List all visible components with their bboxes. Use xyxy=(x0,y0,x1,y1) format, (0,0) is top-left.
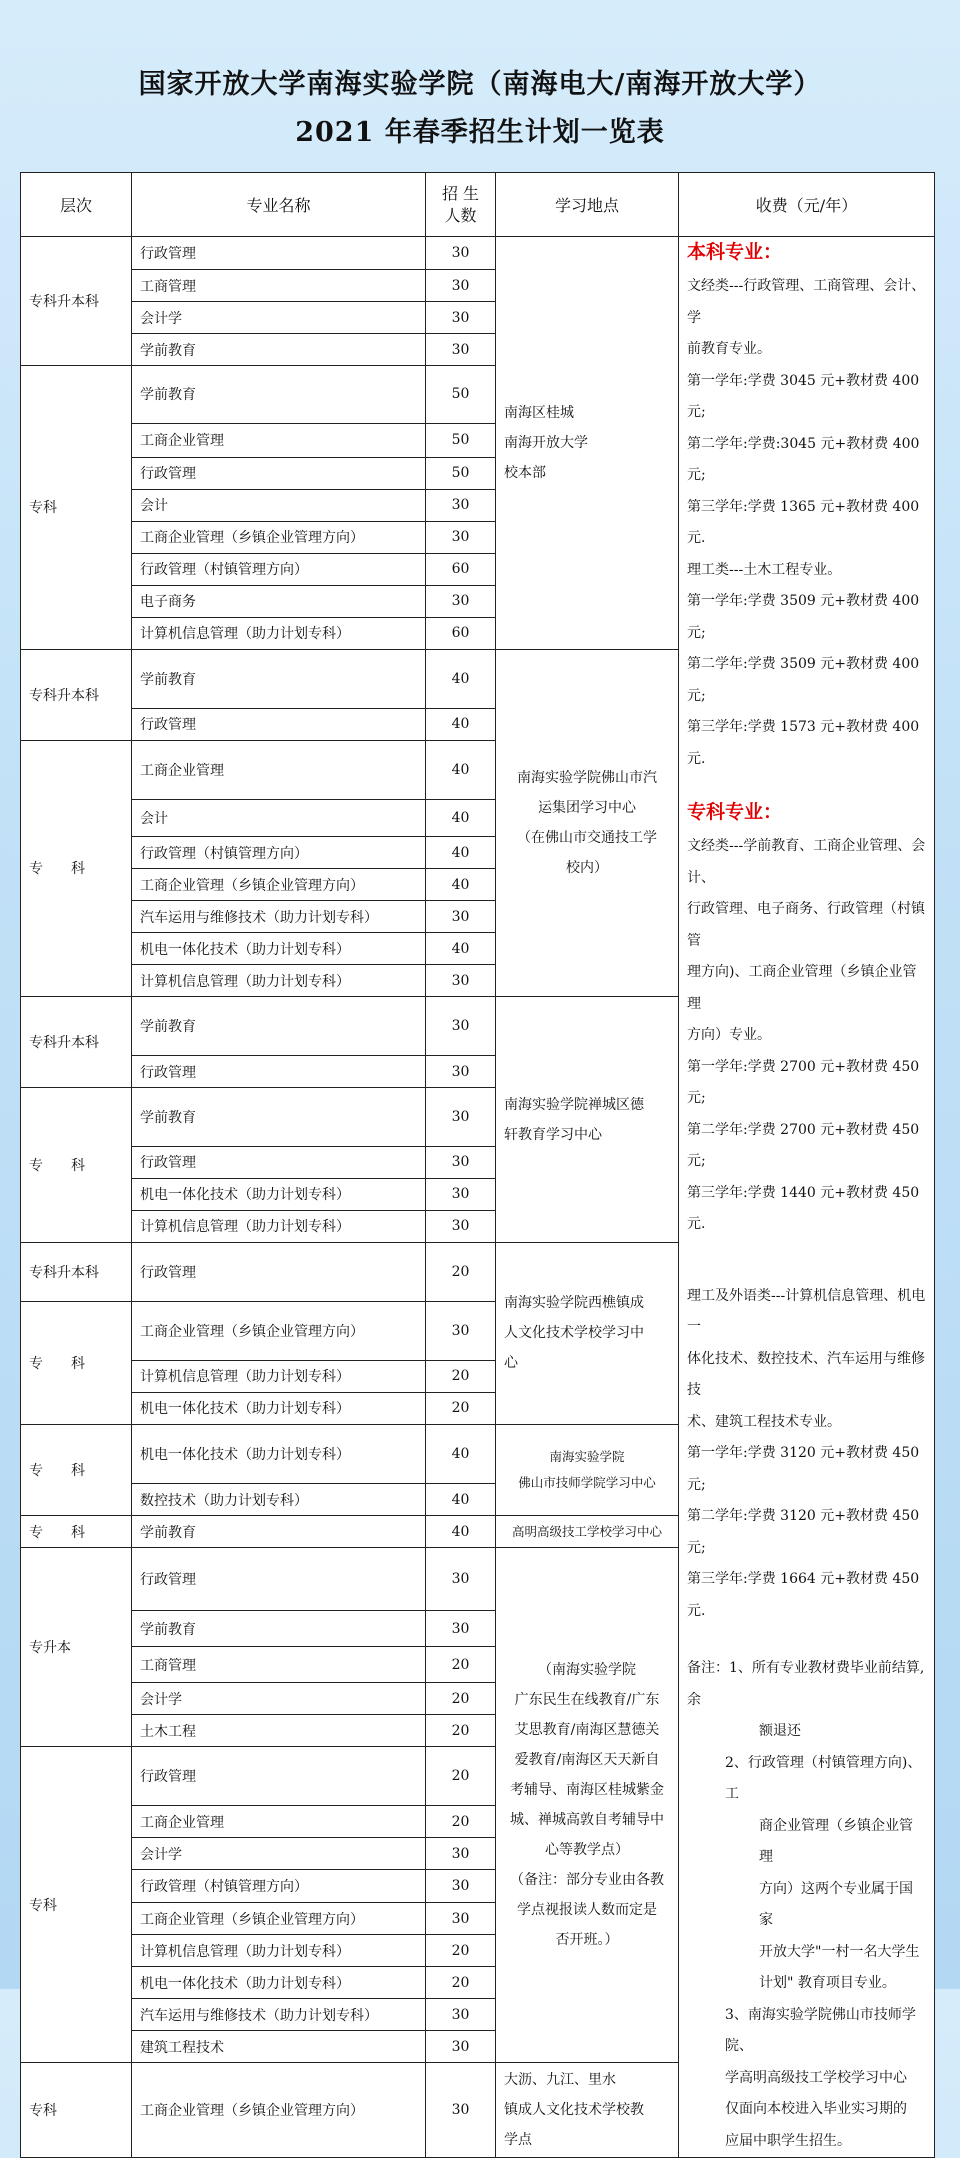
location-line: 大沥、九江、里水 xyxy=(504,2072,616,2088)
count-cell: 30 xyxy=(426,901,496,933)
level-cell: 专科升本科 xyxy=(21,649,132,740)
location-cell xyxy=(496,1424,679,1516)
location-line: 心等教学点） xyxy=(545,1842,629,1859)
location-line: 南海实验学院禅城区德 xyxy=(504,1096,644,1113)
location-line: 学点视报读人数而定是 xyxy=(517,1902,657,1919)
major-cell: 学前教育 xyxy=(132,366,426,424)
count-cell: 30 xyxy=(426,1088,496,1147)
major-cell: 学前教育 xyxy=(132,649,426,708)
count-cell: 20 xyxy=(426,1647,496,1683)
location-cell xyxy=(496,1516,679,1548)
location-cell xyxy=(496,237,679,650)
header-count: 招 生 人数 xyxy=(426,173,496,237)
count-cell: 50 xyxy=(426,366,496,424)
page-title-line1: 国家开放大学南海实验学院（南海电大/南海开放大学） xyxy=(138,69,822,100)
location-line: 南海开放大学 xyxy=(504,434,588,451)
page-title-line2: 2021 年春季招生计划一览表 xyxy=(295,117,665,148)
major-cell: 行政管理 xyxy=(132,1146,426,1178)
major-cell: 机电一体化技术（助力计划专科） xyxy=(132,1967,426,1999)
level-cell: 专科 xyxy=(21,1747,132,2063)
count-cell: 30 xyxy=(426,1838,496,1870)
major-cell: 计算机信息管理（助力计划专科） xyxy=(132,1360,426,1392)
count-cell: 30 xyxy=(426,2063,496,2158)
count-cell: 30 xyxy=(426,270,496,302)
level-cell: 专 科 xyxy=(21,1088,132,1243)
major-cell: 工商企业管理（乡镇企业管理方向） xyxy=(132,1903,426,1935)
count-cell: 30 xyxy=(426,1999,496,2031)
major-cell: 工商管理 xyxy=(132,1647,426,1683)
major-cell: 行政管理 xyxy=(132,1548,426,1611)
major-cell: 机电一体化技术（助力计划专科） xyxy=(132,933,426,965)
fee-note-line: 商企业管理（乡镇企业管理 xyxy=(759,1817,913,1865)
level-cell: 专科升本科 xyxy=(21,237,132,366)
major-cell: 计算机信息管理（助力计划专科） xyxy=(132,1210,426,1242)
major-cell: 电子商务 xyxy=(132,585,426,617)
major-cell: 汽车运用与维修技术（助力计划专科） xyxy=(132,1999,426,2031)
location-cell xyxy=(496,649,679,997)
major-cell: 学前教育 xyxy=(132,1516,426,1548)
fee-cell xyxy=(679,237,935,2158)
level-cell: 专科 xyxy=(21,366,132,650)
level-cell: 专升本 xyxy=(21,1548,132,1747)
location-line: 运集团学习中心 xyxy=(538,800,636,817)
location-cell xyxy=(496,997,679,1243)
count-cell: 40 xyxy=(426,740,496,800)
count-cell: 20 xyxy=(426,1360,496,1392)
count-cell: 40 xyxy=(426,837,496,869)
location-line: 爱教育/南海区天天新自 xyxy=(514,1752,660,1769)
table-header-row xyxy=(21,173,935,237)
fee-note-line: 开放大学"一村一名大学生 xyxy=(759,1943,920,1960)
major-cell: 会计 xyxy=(132,800,426,837)
location-line: 南海区桂城 xyxy=(504,404,574,421)
location-line: 高明高级技工学校学习中心 xyxy=(511,1523,662,1539)
count-cell: 30 xyxy=(426,237,496,270)
location-line: 否开班。） xyxy=(555,1932,619,1949)
count-cell: 30 xyxy=(426,1178,496,1210)
major-cell: 行政管理（村镇管理方向） xyxy=(132,837,426,869)
major-cell: 计算机信息管理（助力计划专科） xyxy=(132,617,426,649)
location-line: 镇成人文化技术学校教 xyxy=(504,2102,644,2118)
level-cell: 专 科 xyxy=(21,1424,132,1516)
fee-line: 第三学年:学费 1664 元+教材费 450 元. xyxy=(687,1571,920,1619)
location-line: 轩教育学习中心 xyxy=(504,1126,602,1143)
fee-line: 前教育专业。 xyxy=(687,341,771,357)
location-cell xyxy=(496,1242,679,1424)
fee-line: 文经类---行政管理、工商管理、会计、学 xyxy=(687,278,926,326)
header-level: 层次 xyxy=(21,173,132,237)
fee-note-line: 额退还 xyxy=(759,1723,801,1739)
count-cell: 30 xyxy=(426,1548,496,1611)
location-line: （在佛山市交通技工学 xyxy=(517,830,657,847)
count-cell: 20 xyxy=(426,1967,496,1999)
fee-line: 理工及外语类---计算机信息管理、机电一 xyxy=(687,1287,926,1335)
major-cell: 学前教育 xyxy=(132,334,426,366)
location-line: 南海实验学院 xyxy=(549,1448,625,1464)
fee-note-line: 应届中职学生招生。 xyxy=(725,2132,851,2149)
count-cell: 30 xyxy=(426,1611,496,1647)
fee-note-line: 仅面向本校进入毕业实习期的 xyxy=(725,2101,907,2117)
fee-line: 术、建筑工程技术专业。 xyxy=(687,1413,841,1430)
major-cell: 汽车运用与维修技术（助力计划专科） xyxy=(132,901,426,933)
major-cell: 行政管理（村镇管理方向） xyxy=(132,553,426,585)
level-cell: 专科 xyxy=(21,2063,132,2158)
count-cell: 30 xyxy=(426,585,496,617)
count-cell: 60 xyxy=(426,553,496,585)
major-cell: 行政管理 xyxy=(132,457,426,489)
major-cell: 行政管理 xyxy=(132,708,426,740)
fee-line: 理工类---土木工程专业。 xyxy=(687,561,842,578)
major-cell: 学前教育 xyxy=(132,1088,426,1147)
major-cell: 工商企业管理（乡镇企业管理方向） xyxy=(132,2063,426,2158)
count-cell: 20 xyxy=(426,1806,496,1838)
fee-line: 第一学年:学费 3120 元+教材费 450 元; xyxy=(687,1445,920,1493)
header-major: 专业名称 xyxy=(132,173,426,237)
count-cell: 20 xyxy=(426,1747,496,1806)
count-cell: 30 xyxy=(426,2031,496,2063)
fee-line: 第二学年:学费:3045 元+教材费 400 元; xyxy=(687,435,920,483)
location-line: 佛山市技师学院学习中心 xyxy=(518,1474,656,1490)
location-line: 考辅导、南海区桂城紫金 xyxy=(510,1782,664,1799)
level-cell: 专 科 xyxy=(21,1516,132,1548)
fee-line: 第一学年:学费 3045 元+教材费 400 元; xyxy=(687,372,920,420)
count-cell: 20 xyxy=(426,1715,496,1747)
header-location: 学习地点 xyxy=(496,173,679,237)
count-cell: 30 xyxy=(426,1870,496,1903)
location-line: 人文化技术学校学习中 xyxy=(504,1325,644,1342)
fee-note-line: 2、行政管理（村镇管理方向)、工 xyxy=(725,1754,922,1802)
count-cell: 20 xyxy=(426,1683,496,1715)
fee-line: 第三学年:学费 1365 元+教材费 400 元. xyxy=(687,498,920,546)
count-cell: 30 xyxy=(426,489,496,521)
major-cell: 建筑工程技术 xyxy=(132,2031,426,2063)
fee-line: 第三学年:学费 1573 元+教材费 400 元. xyxy=(687,719,920,767)
major-cell: 工商企业管理（乡镇企业管理方向） xyxy=(132,1301,426,1360)
major-cell: 会计学 xyxy=(132,1838,426,1870)
count-cell: 20 xyxy=(426,1242,496,1301)
location-cell xyxy=(496,2063,679,2158)
major-cell: 学前教育 xyxy=(132,997,426,1056)
count-cell: 40 xyxy=(426,869,496,901)
major-cell: 学前教育 xyxy=(132,1611,426,1647)
major-cell: 工商企业管理 xyxy=(132,1806,426,1838)
count-cell: 30 xyxy=(426,965,496,997)
fee-line: 体化技术、数控技术、汽车运用与维修技 xyxy=(687,1350,925,1398)
fee-college-heading: 专科专业： xyxy=(687,801,783,823)
count-cell: 30 xyxy=(426,302,496,334)
count-cell: 40 xyxy=(426,800,496,837)
major-cell: 机电一体化技术（助力计划专科） xyxy=(132,1392,426,1424)
location-line: 艾思教育/南海区慧德关 xyxy=(514,1722,660,1739)
count-cell: 30 xyxy=(426,334,496,366)
location-line: 学点 xyxy=(504,2132,532,2148)
level-cell: 专 科 xyxy=(21,1301,132,1424)
count-cell: 40 xyxy=(426,1516,496,1548)
major-cell: 工商企业管理 xyxy=(132,740,426,800)
count-cell: 30 xyxy=(426,997,496,1056)
count-cell: 30 xyxy=(426,1056,496,1088)
header-fee: 收费（元/年） xyxy=(679,173,935,237)
count-cell: 40 xyxy=(426,649,496,708)
count-cell: 20 xyxy=(426,1935,496,1967)
major-cell: 工商企业管理 xyxy=(132,423,426,457)
major-cell: 会计学 xyxy=(132,302,426,334)
major-cell: 机电一体化技术（助力计划专科） xyxy=(132,1424,426,1484)
major-cell: 工商企业管理（乡镇企业管理方向） xyxy=(132,521,426,553)
level-cell: 专 科 xyxy=(21,740,132,997)
fee-line: 行政管理、电子商务、行政管理（村镇管 xyxy=(687,901,925,949)
level-cell: 专科升本科 xyxy=(21,997,132,1088)
fee-line: 第二学年:学费 2700 元+教材费 450 元; xyxy=(687,1121,920,1169)
major-cell: 机电一体化技术（助力计划专科） xyxy=(132,1178,426,1210)
fee-bachelor-heading: 本科专业： xyxy=(687,241,783,263)
fee-line: 第二学年:学费 3509 元+教材费 400 元; xyxy=(687,656,920,704)
major-cell: 计算机信息管理（助力计划专科） xyxy=(132,965,426,997)
major-cell: 行政管理 xyxy=(132,1747,426,1806)
major-cell: 行政管理（村镇管理方向） xyxy=(132,1870,426,1903)
fee-line: 理方向)、工商企业管理（乡镇企业管理 xyxy=(687,964,917,1012)
location-line: 校本部 xyxy=(504,464,546,481)
count-cell: 50 xyxy=(426,423,496,457)
fee-line: 文经类---学前教育、工商企业管理、会计、 xyxy=(687,838,926,886)
major-cell: 行政管理 xyxy=(132,1242,426,1301)
fee-line: 第一学年:学费 2700 元+教材费 450 元; xyxy=(687,1058,920,1106)
major-cell: 计算机信息管理（助力计划专科） xyxy=(132,1935,426,1967)
location-line: 校内） xyxy=(566,860,608,877)
count-cell: 30 xyxy=(426,521,496,553)
count-cell: 20 xyxy=(426,1392,496,1424)
count-cell: 40 xyxy=(426,1424,496,1484)
count-cell: 30 xyxy=(426,1301,496,1360)
major-cell: 工商企业管理（乡镇企业管理方向） xyxy=(132,869,426,901)
location-line: 城、禅城高敦自考辅导中 xyxy=(510,1812,664,1829)
fee-line: 第二学年:学费 3120 元+教材费 450 元; xyxy=(687,1508,920,1556)
count-cell: 30 xyxy=(426,1903,496,1935)
location-line: （南海实验学院 xyxy=(538,1662,636,1679)
count-cell: 40 xyxy=(426,708,496,740)
fee-line: 第一学年:学费 3509 元+教材费 400 元; xyxy=(687,593,920,641)
major-cell: 行政管理 xyxy=(132,237,426,270)
fee-note-line: 计划" 教育项目专业。 xyxy=(759,1975,896,1991)
major-cell: 数控技术（助力计划专科） xyxy=(132,1484,426,1516)
count-cell: 40 xyxy=(426,933,496,965)
major-cell: 行政管理 xyxy=(132,1056,426,1088)
count-cell: 40 xyxy=(426,1484,496,1516)
enrollment-plan-table xyxy=(20,172,935,2158)
fee-note-line: 学高明高级技工学校学习中心 xyxy=(725,2069,907,2086)
location-cell xyxy=(496,1548,679,2063)
count-cell: 60 xyxy=(426,617,496,649)
major-cell: 会计 xyxy=(132,489,426,521)
major-cell: 工商管理 xyxy=(132,270,426,302)
fee-note-line: 3、南海实验学院佛山市技师学院、 xyxy=(725,2006,916,2054)
location-line: 心 xyxy=(504,1355,518,1372)
table-row xyxy=(21,237,935,270)
location-line: （备注：部分专业由各教 xyxy=(510,1872,664,1889)
location-line: 南海实验学院佛山市汽 xyxy=(517,770,657,787)
fee-note-line: 方向）这两个专业属于国家 xyxy=(759,1880,913,1928)
count-cell: 50 xyxy=(426,457,496,489)
fee-line: 方向）专业。 xyxy=(687,1027,771,1043)
count-cell: 30 xyxy=(426,1146,496,1178)
fee-line: 第三学年:学费 1440 元+教材费 450 元. xyxy=(687,1184,920,1232)
level-cell: 专科升本科 xyxy=(21,1242,132,1301)
location-line: 广东民生在线教育/广东 xyxy=(514,1692,660,1709)
major-cell: 土木工程 xyxy=(132,1715,426,1747)
location-line: 南海实验学院西樵镇成 xyxy=(504,1295,644,1312)
count-cell: 30 xyxy=(426,1210,496,1242)
major-cell: 会计学 xyxy=(132,1683,426,1715)
fee-note-line: 备注：1、所有专业教材费毕业前结算,余 xyxy=(687,1660,925,1708)
